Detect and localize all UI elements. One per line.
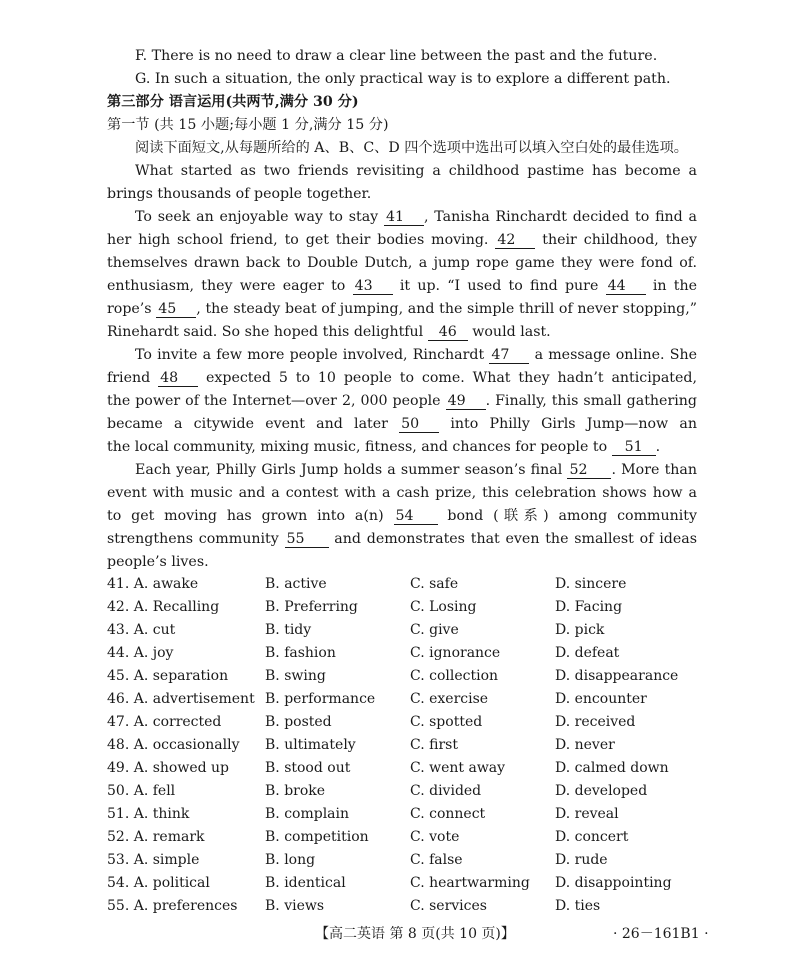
passage-line: brings thousands of people together. [107, 186, 372, 202]
option-d: D. disappearance [555, 668, 679, 684]
option-c: C. give [410, 622, 459, 638]
blank-45: 45 [156, 301, 196, 318]
option-a: 45. A. separation [107, 668, 229, 684]
blank-55: 55 [285, 531, 329, 548]
option-row [107, 689, 707, 709]
option-b: B. stood out [265, 760, 351, 776]
option-c: C. exercise [410, 691, 489, 707]
option-row [107, 666, 707, 686]
option-b: B. identical [265, 875, 346, 891]
passage-line: strengthens community 55 and demonstrates that even the smallest of ideas [107, 531, 697, 547]
passage-line: themselves drawn back to Double Dutch, a jump rope game they were fond of. [107, 255, 697, 271]
blank-41: 41 [384, 209, 424, 226]
option-b: B. fashion [265, 645, 336, 661]
option-d: D. sincere [555, 576, 627, 592]
option-d: D. never [555, 737, 615, 753]
subsection-title: 第一节 (共 15 小题;每小题 1 分,满分 15 分) [107, 117, 389, 133]
option-b: B. broke [265, 783, 326, 799]
option-c: C. collection [410, 668, 499, 684]
option-c: C. heartwarming [410, 875, 530, 891]
blank-52: 52 [567, 462, 611, 479]
option-d: D. pick [555, 622, 605, 638]
footer-code: · 26－161B1 · [613, 926, 709, 942]
option-a: 46. A. advertisement [107, 691, 255, 707]
passage-line: to get moving has grown into a(n) 54 bond (联系) among community [107, 508, 697, 524]
option-c: C. ignorance [410, 645, 501, 661]
option-c: C. went away [410, 760, 506, 776]
option-d: D. received [555, 714, 636, 730]
option-c: C. safe [410, 576, 459, 592]
option-d: D. concert [555, 829, 629, 845]
option-row [107, 620, 707, 640]
option-c: C. vote [410, 829, 460, 845]
option-row [107, 896, 707, 916]
option-a: 43. A. cut [107, 622, 176, 638]
option-b: B. active [265, 576, 327, 592]
option-a: 53. A. simple [107, 852, 200, 868]
instruction: 阅读下面短文,从每题所给的 A、B、C、D 四个选项中选出可以填入空白处的最佳选项。 [135, 140, 688, 156]
option-d: D. rude [555, 852, 608, 868]
passage-line: To invite a few more people involved, Rinchardt 47 a message online. She [135, 347, 697, 363]
option-b: B. swing [265, 668, 326, 684]
blank-48: 48 [158, 370, 198, 387]
option-c: C. services [410, 898, 487, 914]
option-d: D. developed [555, 783, 648, 799]
option-d: D. encounter [555, 691, 647, 707]
option-c: C. divided [410, 783, 482, 799]
option-a: 44. A. joy [107, 645, 174, 661]
option-b: B. Preferring [265, 599, 358, 615]
option-b: B. complain [265, 806, 350, 822]
option-b: B. performance [265, 691, 376, 707]
option-c: C. false [410, 852, 463, 868]
option-a: 51. A. think [107, 806, 190, 822]
option-a: 54. A. political [107, 875, 210, 891]
passage-line: To seek an enjoyable way to stay 41 , Tanisha Rinchardt decided to find a [135, 209, 697, 225]
option-b: B. ultimately [265, 737, 356, 753]
option-row [107, 735, 707, 755]
blank-51: 51 [612, 439, 656, 456]
option-c: C. Losing [410, 599, 477, 615]
passage-line: friend 48 expected 5 to 10 people to come. What they hadn’t anticipated, [107, 370, 697, 386]
blank-49: 49 [446, 393, 486, 410]
passage-line: people’s lives. [107, 554, 209, 570]
option-d: D. Facing [555, 599, 623, 615]
option-a: 42. A. Recalling [107, 599, 220, 615]
option-a: 48. A. occasionally [107, 737, 240, 753]
section-title: 第三部分 语言运用(共两节,满分 30 分) [107, 94, 359, 110]
passage-line: event with music and a contest with a cash prize, this celebration shows how a [107, 483, 697, 503]
option-f-text: F. There is no need to draw a clear line between the past and the future. [135, 48, 658, 64]
passage-line: became a citywide event and later 50 into Philly Girls Jump—now an [107, 416, 697, 432]
option-c: C. connect [410, 806, 486, 822]
blank-43: 43 [353, 278, 393, 295]
blank-50: 50 [399, 416, 439, 433]
option-row [107, 574, 707, 594]
option-b: B. tidy [265, 622, 312, 638]
option-d: D. disappointing [555, 875, 672, 891]
passage-line: the local community, mixing music, fitness, and chances for people to 51 . [107, 439, 661, 455]
option-a: 52. A. remark [107, 829, 205, 845]
option-row [107, 643, 707, 663]
option-a: 49. A. showed up [107, 760, 230, 776]
option-b: B. posted [265, 714, 332, 730]
passage-line: What started as two friends revisiting a childhood pastime has become a [135, 163, 697, 179]
option-g-text: G. In such a situation, the only practical way is to explore a different path. [135, 71, 671, 87]
option-d: D. defeat [555, 645, 620, 661]
footer-page-info: 【高二英语 第 8 页(共 10 页)】 [315, 926, 515, 942]
option-a: 50. A. fell [107, 783, 176, 799]
option-d: D. calmed down [555, 760, 669, 776]
passage-line: Each year, Philly Girls Jump holds a summer season’s final 52 . More than [135, 462, 697, 478]
option-row [107, 712, 707, 732]
passage-line: her high school friend, to get their bodies moving. 42 their childhood, they [107, 232, 697, 248]
passage-line: Rinehardt said. So she hoped this delightful 46 would last. [107, 324, 551, 340]
blank-54: 54 [394, 508, 438, 525]
option-row [107, 597, 707, 617]
option-b: B. competition [265, 829, 369, 845]
option-row [107, 758, 707, 778]
blank-46: 46 [428, 324, 468, 341]
option-d: D. reveal [555, 806, 619, 822]
passage-line: rope’s 45 , the steady beat of jumping, and the simple thrill of never stopping,” [107, 301, 697, 317]
blank-47: 47 [489, 347, 529, 364]
option-row [107, 781, 707, 801]
blank-42: 42 [495, 232, 535, 249]
option-d: D. ties [555, 898, 601, 914]
option-c: C. spotted [410, 714, 483, 730]
option-a: 55. A. preferences [107, 898, 238, 914]
option-c: C. first [410, 737, 458, 753]
option-a: 47. A. corrected [107, 714, 222, 730]
option-b: B. views [265, 898, 325, 914]
option-a: 41. A. awake [107, 576, 199, 592]
option-row [107, 873, 707, 893]
option-row [107, 850, 707, 870]
passage-line: enthusiasm, they were eager to 43 it up. “I used to find pure 44 in the [107, 278, 697, 294]
blank-44: 44 [606, 278, 646, 295]
option-b: B. long [265, 852, 316, 868]
passage-line: the power of the Internet—over 2, 000 people 49 . Finally, this small gathering [107, 393, 697, 409]
option-row [107, 827, 707, 847]
option-row [107, 804, 707, 824]
